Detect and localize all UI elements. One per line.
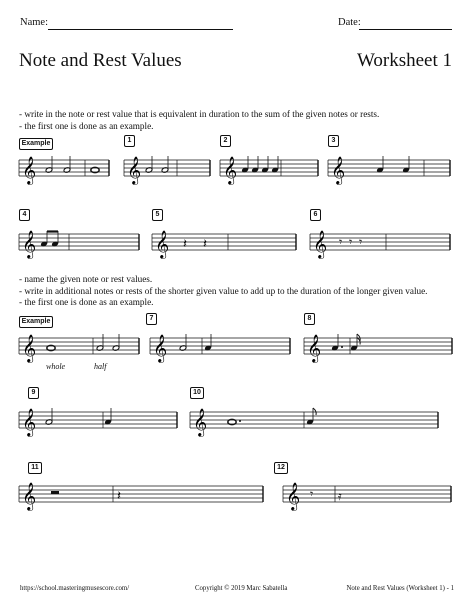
quarter-note-icon [261,156,269,173]
footer-copyright: Copyright © 2019 Marc Sabatella [195,585,288,592]
exercise-12-staff [283,476,453,516]
treble-clef-icon: 𝄞 [223,156,238,184]
exercise-8-label: 8 [304,313,315,325]
exercise-10-staff [190,402,440,442]
eighth-rest-icon: 𝄾 [310,487,314,501]
exercise-3-label: 3 [328,135,339,147]
quarter-note-icon [402,156,410,173]
quarter-note-icon [204,334,212,351]
exercise-7-staff [150,328,292,368]
quarter-rest-icon: 𝄽 [203,237,207,252]
exercise-5-staff [152,224,298,264]
half-note-icon [112,334,120,351]
treble-clef-icon: 𝄞 [331,156,346,184]
half-note-icon [63,156,71,173]
section2-instructions [19,274,464,309]
name-label: Name: [20,17,48,28]
sixteenth-rest-icon: 𝄿 [338,489,342,503]
instruction-line: - write in additional notes or rests of the shorter given value to add up to the duration of the longer given value. [19,285,428,296]
example-staff [19,150,111,190]
treble-clef-icon: 𝄞 [307,334,322,362]
treble-clef-icon: 𝄞 [22,482,37,510]
caption-half: half [94,362,107,371]
quarter-note-icon [241,156,249,173]
quarter-note-icon [271,156,279,173]
treble-clef-icon: 𝄞 [22,230,37,258]
eighth-rest-icon: 𝄾 [339,235,343,249]
exercise-1-staff [124,150,212,190]
section1-instructions [19,109,459,132]
eighth-rest-icon: 𝄾 [349,235,353,249]
quarter-rest-icon: 𝄽 [183,237,187,252]
exercise-11-staff [19,476,265,516]
example-label: Example [19,138,53,150]
exercise-10-label: 10 [190,387,204,399]
example-label: Example [19,316,53,328]
exercise-9-staff [19,402,179,442]
exercise-6-label: 6 [310,209,321,221]
treble-clef-icon: 𝄞 [22,408,37,436]
treble-clef-icon: 𝄞 [286,482,301,510]
quarter-rest-icon: 𝄽 [117,489,121,504]
exercise-7-label: 7 [146,313,157,325]
treble-clef-icon: 𝄞 [22,156,37,184]
caption-whole: whole [46,362,66,371]
page-title: Note and Rest Values [19,50,182,71]
date-field[interactable] [359,29,452,30]
exercise-4-label: 4 [19,209,30,221]
half-note-icon [145,156,153,173]
exercise-4-staff [19,224,141,264]
exercise-2-label: 2 [220,135,231,147]
exercise-1-label: 1 [124,135,135,147]
date-label: Date: [338,17,361,28]
exercise-5-label: 5 [152,209,163,221]
treble-clef-icon: 𝄞 [153,334,168,362]
exercise-2-staff [220,150,320,190]
half-note-icon [45,408,53,425]
treble-clef-icon: 𝄞 [313,230,328,258]
treble-clef-icon: 𝄞 [193,408,208,436]
treble-clef-icon: 𝄞 [22,334,37,362]
exercise-6-staff [310,224,452,264]
half-note-icon [96,334,104,351]
quarter-note-icon [104,408,112,425]
exercise-8-staff [304,328,454,368]
instruction-line: - the first one is done as an example. [19,120,154,131]
exercise-11-label: 11 [28,462,42,474]
eighth-note-icon [306,408,316,425]
example-staff [19,328,141,368]
half-rest-icon [51,491,59,494]
eighth-rest-icon: 𝄾 [359,235,363,249]
quarter-note-icon [251,156,259,173]
footer-page: Note and Rest Values (Worksheet 1) - 1 [346,585,454,592]
name-field[interactable] [48,29,233,30]
half-note-icon [179,334,187,351]
quarter-note-icon [376,156,384,173]
footer-url: https://school.masteringmusescore.com/ [20,585,130,592]
exercise-3-staff [328,150,452,190]
half-note-icon [161,156,169,173]
instruction-line: - write in the note or rest value that is equivalent in duration to the sum of the given notes or rests. [19,109,380,119]
instruction-line: - name the given note or rest values. [19,274,153,284]
sixteenth-note-icon [350,334,360,351]
exercise-9-label: 9 [28,387,39,399]
instruction-line: - the first one is done as an example. [19,297,154,307]
treble-clef-icon: 𝄞 [127,156,142,184]
treble-clef-icon: 𝄞 [155,230,170,258]
dotted-quarter-note-icon [331,334,343,351]
half-note-icon [45,156,53,173]
exercise-12-label: 12 [274,462,288,474]
worksheet-title: Worksheet 1 [356,50,452,71]
beamed-eighth-notes-icon [40,231,59,247]
